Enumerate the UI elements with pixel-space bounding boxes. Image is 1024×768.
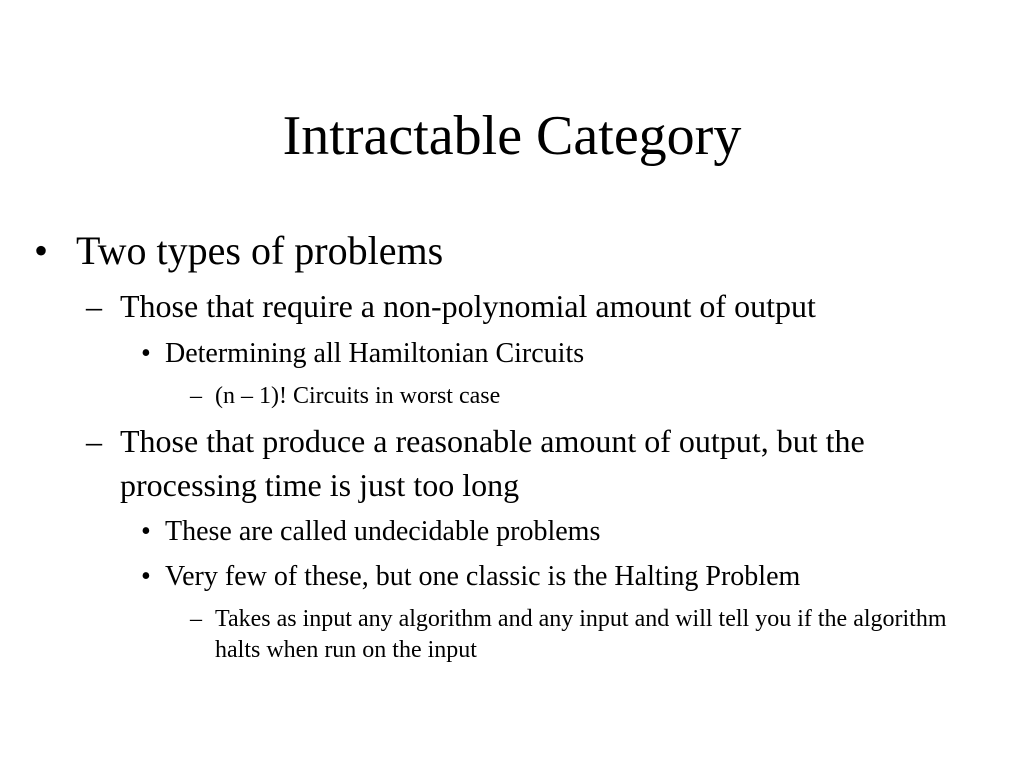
- bullet-marker: •: [141, 338, 151, 369]
- bullet-marker: •: [34, 228, 49, 273]
- bullet-level2-processing-time: [86, 419, 1000, 507]
- bullet-level3-hamiltonian-circuits: [141, 336, 584, 372]
- dash-marker: –: [190, 606, 202, 632]
- slide-title: Intractable Category: [282, 105, 742, 167]
- bullet-text: Two types of problems: [76, 228, 444, 273]
- bullet-text: Those that produce a reasonable amount of output, but the processing time is just too long: [120, 423, 865, 503]
- dash-marker: –: [86, 423, 102, 459]
- bullet-level3-undecidable: [141, 514, 600, 550]
- bullet-text: Those that require a non-polynomial amount of output: [120, 288, 816, 324]
- bullet-level1-two-types: [34, 226, 443, 276]
- bullet-text: (n – 1)! Circuits in worst case: [215, 383, 501, 409]
- bullet-text: Determining all Hamiltonian Circuits: [165, 338, 585, 369]
- bullet-level4-halting-description: [190, 604, 995, 666]
- dash-marker: –: [190, 383, 202, 409]
- bullet-text: Takes as input any algorithm and any input and will tell you if the algorithm halts when run on the input: [215, 606, 947, 663]
- bullet-level3-halting-problem: [141, 559, 800, 595]
- bullet-text: These are called undecidable problems: [165, 516, 601, 547]
- bullet-marker: •: [141, 561, 151, 592]
- dash-marker: –: [86, 288, 102, 324]
- bullet-text: Very few of these, but one classic is the Halting Problem: [165, 561, 801, 592]
- bullet-level4-worst-case: [190, 381, 500, 412]
- bullet-marker: •: [141, 516, 151, 547]
- bullet-level2-non-polynomial-output: [86, 284, 816, 328]
